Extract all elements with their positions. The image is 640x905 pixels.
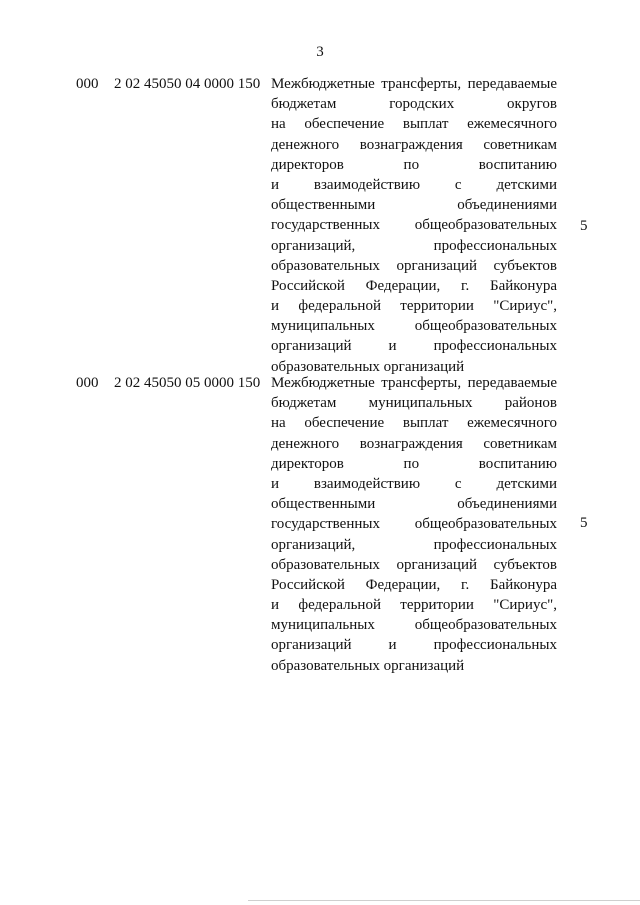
- amount-value: 5: [580, 218, 588, 234]
- description-line: Межбюджетные трансферты, передаваемые: [271, 375, 557, 391]
- description-line: организаций, профессиональных: [271, 536, 557, 553]
- description-line: денежного вознаграждения советникам: [271, 136, 557, 153]
- description-line: муниципальных общеобразовательных: [271, 318, 557, 335]
- description-line: образовательных организаций: [271, 657, 465, 674]
- description-line: общественными объединениями: [271, 496, 557, 513]
- description-line: и взаимодействию с детскими: [271, 475, 557, 492]
- description-line: Российской Федерации, г. Байконура: [271, 277, 557, 294]
- description-line: организаций, профессиональных: [271, 237, 557, 254]
- description-line: бюджетам муниципальных районов: [271, 395, 557, 412]
- description-line: денежного вознаграждения советникам: [271, 435, 557, 452]
- description-line: общественными объединениями: [271, 197, 557, 214]
- description-line: организаций и профессиональных: [271, 338, 557, 355]
- description-line: образовательных организаций субъектов: [271, 556, 557, 573]
- description-line: муниципальных общеобразовательных: [271, 617, 557, 634]
- description-line: на обеспечение выплат ежемесячного: [271, 415, 557, 432]
- description-line: и федеральной территории "Сириус",: [271, 298, 557, 315]
- budget-classification-code: 2 02 45050 04 0000 150: [114, 76, 261, 92]
- description-line: организаций и профессиональных: [271, 637, 557, 654]
- description-line: государственных общеобразовательных: [271, 516, 557, 533]
- page-number: 3: [316, 44, 324, 60]
- description-line: Межбюджетные трансферты, передаваемые: [271, 76, 557, 92]
- description-line: на обеспечение выплат ежемесячного: [271, 116, 557, 133]
- entry-description: [271, 373, 557, 676]
- description-line: образовательных организаций: [271, 358, 465, 375]
- amount-value: 5: [580, 515, 588, 531]
- description-line: Российской Федерации, г. Байконура: [271, 576, 557, 593]
- description-line: бюджетам городских округов: [271, 96, 557, 113]
- description-line: директоров по воспитанию: [271, 156, 557, 173]
- description-line: государственных общеобразовательных: [271, 217, 557, 234]
- budget-classification-code: 2 02 45050 05 0000 150: [114, 375, 261, 391]
- page-edge-line: [248, 900, 640, 901]
- description-line: директоров по воспитанию: [271, 455, 557, 472]
- admin-code: 000: [76, 76, 99, 92]
- description-line: и федеральной территории "Сириус",: [271, 597, 557, 614]
- admin-code: 000: [76, 375, 99, 391]
- description-line: и взаимодействию с детскими: [271, 176, 557, 193]
- entry-description: [271, 74, 557, 377]
- description-line: образовательных организаций субъектов: [271, 257, 557, 274]
